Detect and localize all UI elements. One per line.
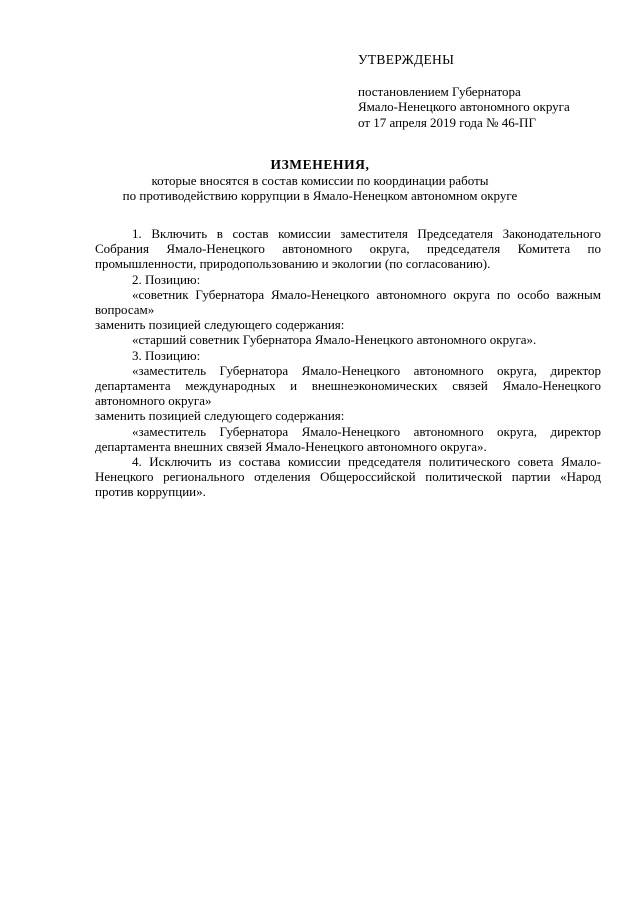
paragraph-replace-note: заменить позицией следующего содержания: xyxy=(95,317,345,333)
approval-title: УТВЕРЖДЕНЫ xyxy=(358,52,455,67)
paragraph-replace-note: заменить позицией следующего содержания: xyxy=(95,408,345,424)
paragraph-item-2-heading: 2. Позицию: xyxy=(132,271,201,287)
paragraph-quote-new-position: «старший советник Губернатора Ямало-Ненецкого автономного округа». xyxy=(132,332,537,348)
approval-line: постановлением Губернатора xyxy=(358,83,521,99)
document-body xyxy=(95,226,601,500)
paragraph-quote-new-position: «заместитель Губернатора Ямало-Ненецкого автономного округа, директор департамента внешних связей Ямало-Ненецкого автономного округа». xyxy=(95,423,601,454)
approval-line: Ямало-Ненецкого автономного округа xyxy=(358,99,570,114)
approval-line: от 17 апреля 2019 года № 46-ПГ xyxy=(358,114,536,130)
paragraph-quote-old-position: «советник Губернатора Ямало-Ненецкого автономного округа по особо важным вопросам» xyxy=(95,286,601,318)
document-subtitle-line: по противодействию коррупции в Ямало-Ненецком автономном округе xyxy=(122,188,518,203)
document-title: ИЗМЕНЕНИЯ, xyxy=(270,157,370,172)
paragraph-item-3-heading: 3. Позицию: xyxy=(132,347,201,363)
paragraph-item-1: 1. Включить в состав комиссии заместителя Председателя Законодательного Собрания Ямало-Ненецкого автономного округа, председателя Комитета по промышленности, природопользованию и экологии (по согласованию). xyxy=(95,226,601,272)
approval-block xyxy=(358,52,628,130)
paragraph-quote-old-position: «заместитель Губернатора Ямало-Ненецкого автономного округа, директор департамента международных и внешнеэкономических связей Ямало-Ненецкого автономного округа» xyxy=(95,362,601,409)
document-subtitle-line: которые вносятся в состав комиссии по координации работы xyxy=(151,172,489,188)
paragraph-item-4: 4. Исключить из состава комиссии председателя политического совета Ямало-Ненецкого регионального отделения Общероссийской политической партии «Народ против коррупции». xyxy=(95,454,601,500)
document-heading xyxy=(60,157,580,204)
